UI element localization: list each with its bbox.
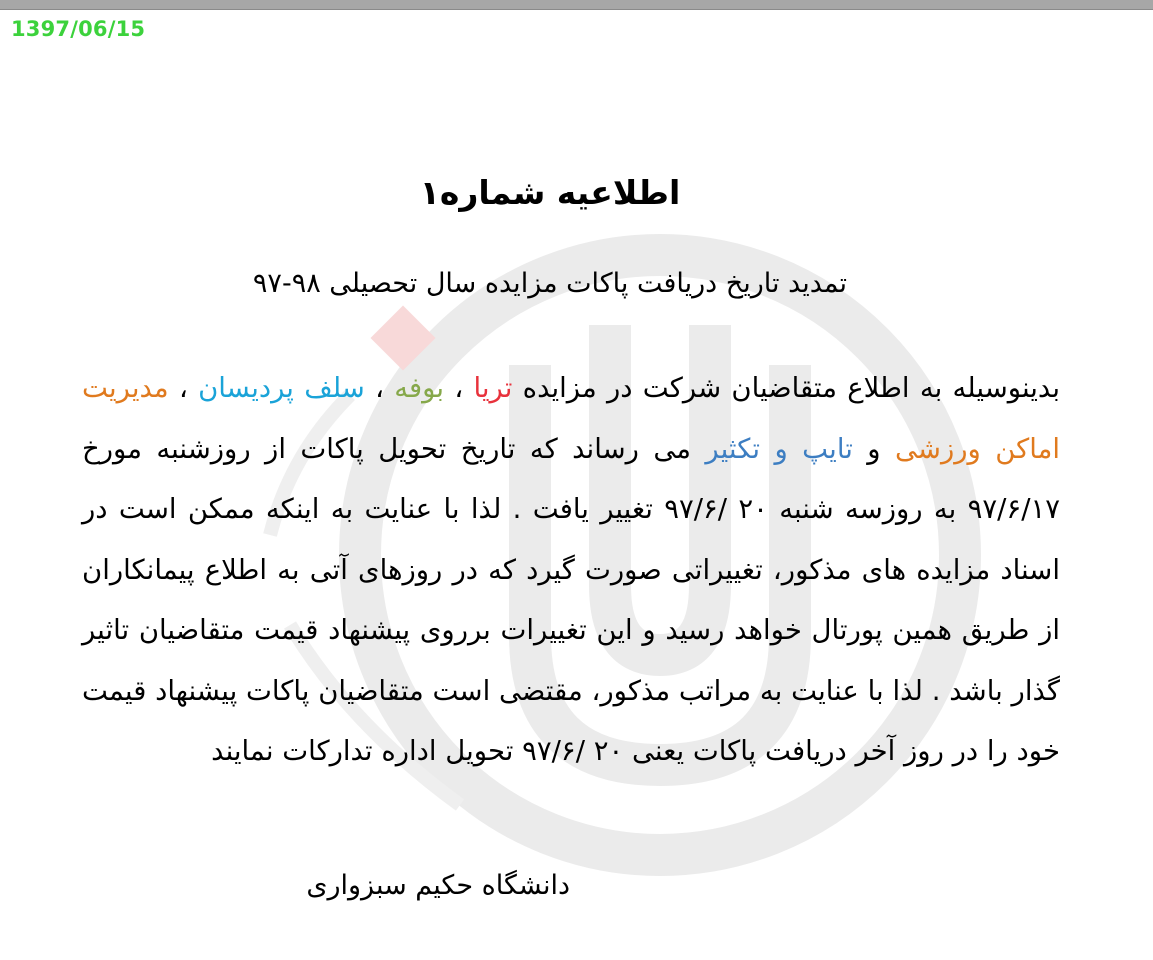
body-intro: بدینوسیله به اطلاع متقاضیان شرکت در مزایده [512,372,1060,404]
body-rest: می رساند که تاریخ تحویل پاکات از روزشنبه مورخ ۹۷/۶/۱۷ به روزسه شنبه ۲۰ /۹۷/۶ تغییر یافت . لذا با عنایت به اینکه ممکن است در اسناد مزایده های مذکور، تغییراتی صورت گیرد که در روزهای آتی به اطلاع پیمانکاران از طریق همین پورتال خواهد رسید و این تغییرات برروی پیشنهاد قیمت متقاضیان تاثیر گذار باشد . لذا با عنایت به مراتب مذکور، مقتضی است متقاضیان پاکات پیشنهاد قیمت خود را در روز آخر دریافت پاکات یعنی ۲۰ /۹۷/۶ تحویل اداره تدارکات نمایند [82,432,1061,767]
announcement-subtitle: تمدید تاریخ دریافت پاکات مزایده سال تحصیلی ۹۸-۹۷ [252,268,848,299]
keyword-bufeh: بوفه [394,372,445,404]
separator: ، [364,372,395,404]
separator: ، [168,372,199,404]
announcement-body [82,358,1060,782]
announcement-title: اطلاعیه شماره۱ [419,173,681,212]
window-top-bar [0,0,1153,10]
conjunction: و [852,432,895,465]
date-stamp: 1397/06/15 [11,17,146,41]
separator: ، [444,372,474,404]
keyword-teria: تریا [473,372,513,404]
keyword-typing-copying: تایپ و تکثیر [705,432,853,465]
keyword-salf-pardisan: سلف پردیسان [198,372,365,404]
signature-university: دانشگاه حکیم سبزواری [306,870,570,901]
keyword-sports-facilities: مدیریت اماکن ورزشی [82,372,1061,465]
